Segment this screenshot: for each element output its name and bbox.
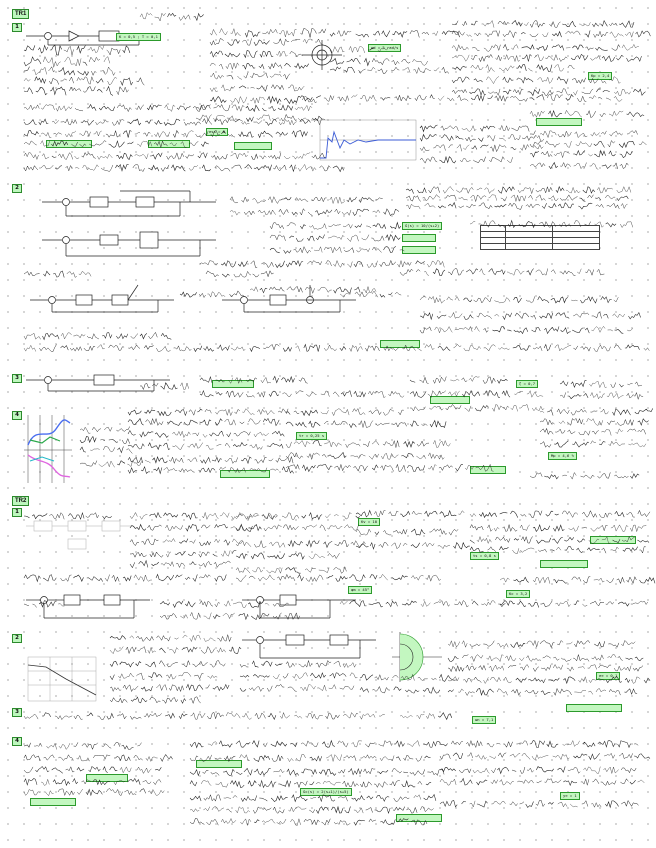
- block-diagram: [24, 372, 174, 394]
- block-diagram: [240, 630, 380, 664]
- highlight-box: [148, 140, 190, 148]
- problem-number: 3: [12, 374, 22, 383]
- problem-number: 2: [12, 634, 22, 643]
- block-diagram: [24, 590, 154, 624]
- highlight-box: [30, 798, 76, 806]
- highlight-box: [86, 774, 128, 782]
- highlight-box: [470, 466, 506, 474]
- result-box: ts = 0,8 s: [470, 552, 499, 560]
- problem-number: 4: [12, 737, 22, 746]
- result-box: Gc(s) = 2(s+1)/(s+5): [300, 788, 352, 796]
- highlight-box: [46, 140, 92, 148]
- result-box: ζ = 0,7: [516, 380, 538, 388]
- block-diagram: [40, 188, 220, 264]
- nyquist-sketch: [300, 38, 344, 72]
- highlight-box: [396, 814, 442, 822]
- bode-plot: [26, 655, 98, 703]
- result-box: Kc = 3,2: [506, 590, 530, 598]
- highlight-box: [196, 760, 242, 768]
- result-box: ωn = 7,1: [472, 716, 496, 724]
- block-diagram: [28, 280, 178, 316]
- section-label-tr1: TR1: [12, 9, 29, 19]
- result-box: tr = 0,25 s: [296, 432, 327, 440]
- block-diagram: [220, 280, 360, 316]
- result-box: Mp = 4,6 %: [548, 452, 577, 460]
- highlight-box: [212, 380, 254, 388]
- highlight-box: [540, 560, 588, 568]
- highlight-box: [402, 234, 436, 242]
- highlight-box: [566, 704, 622, 712]
- highlight-box: [430, 396, 470, 404]
- block-diagram: [240, 590, 360, 624]
- section-label-tr2: TR2: [12, 496, 29, 506]
- result-box: K = 0,5 ; T = 0,1: [116, 33, 161, 41]
- parameter-table: [480, 225, 600, 250]
- nyquist-plot: [390, 630, 444, 684]
- result-box: G(s) = 10/(s+2): [402, 222, 442, 230]
- problem-number: 3: [12, 708, 22, 717]
- result-box: y∞ = 1: [560, 792, 580, 800]
- result-box: e∞ = 0,1: [596, 672, 620, 680]
- highlight-box: [380, 340, 420, 348]
- problem-number: 2: [12, 184, 22, 193]
- problem-number: 4: [12, 411, 22, 420]
- result-box: Kp = 2,4: [588, 72, 612, 80]
- step-response-plot: [318, 118, 418, 162]
- result-box: ωd = 5 rad/s: [368, 44, 401, 52]
- highlight-box: [220, 470, 270, 478]
- highlight-box: [536, 118, 582, 126]
- highlight-box: [402, 246, 436, 254]
- highlight-box: [590, 536, 636, 544]
- problem-number: 1: [12, 508, 22, 517]
- result-box: φm = 45°: [348, 586, 372, 594]
- highlight-box: [234, 142, 272, 150]
- block-diagram-faded: [24, 515, 134, 555]
- root-locus-plot: [24, 415, 72, 485]
- result-box: ess = 0: [206, 128, 228, 136]
- result-box: Kv = 10: [358, 518, 380, 526]
- problem-number: 1: [12, 23, 22, 32]
